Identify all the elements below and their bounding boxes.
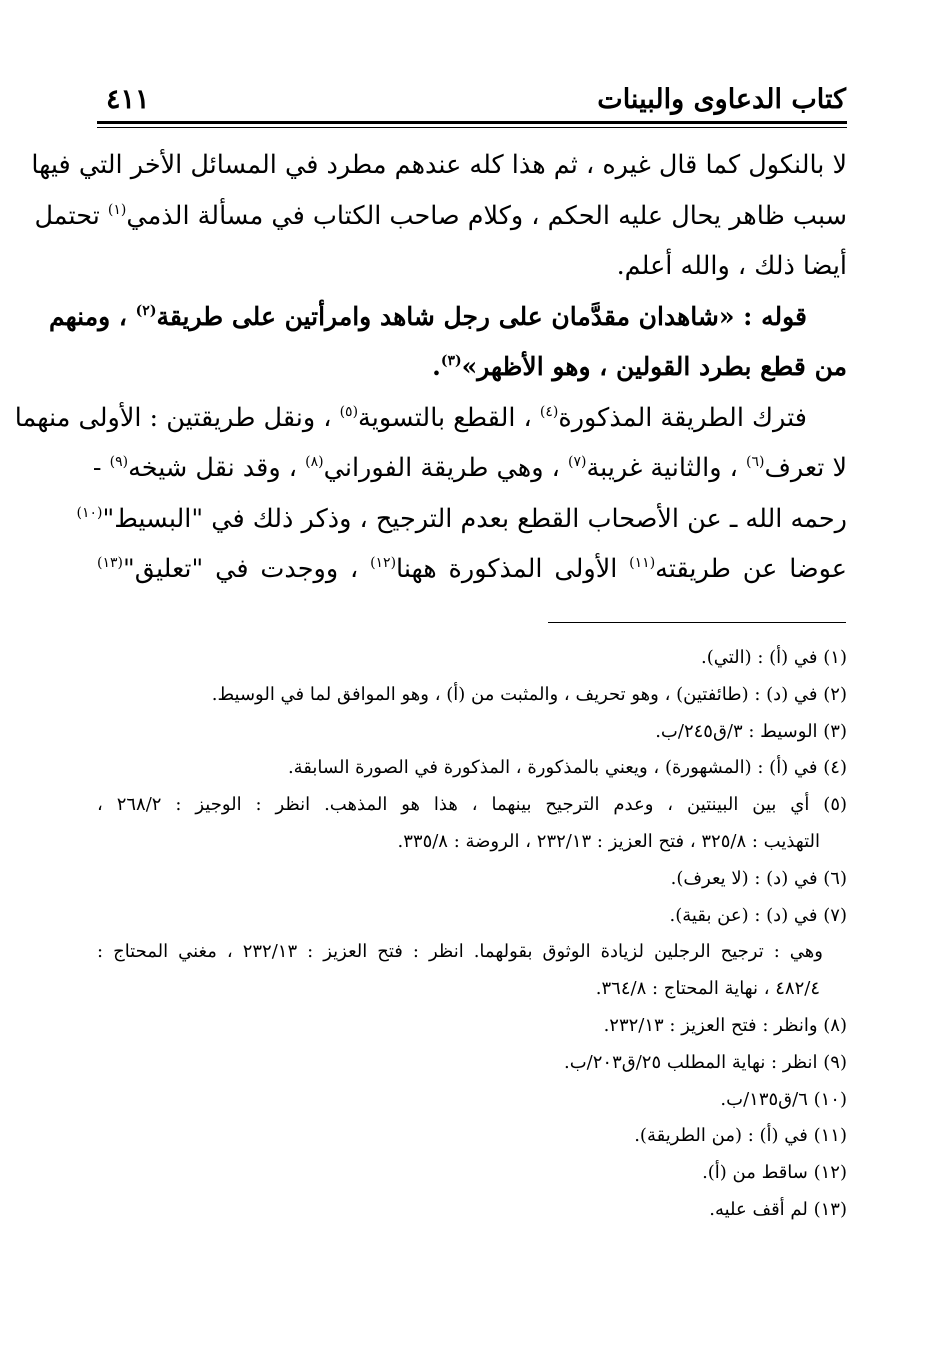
footnote: (١٠) ٦/ق١٣٥/ب.	[720, 1088, 847, 1110]
page-number: ٤١١	[106, 84, 150, 115]
footnote-continuation: ٤٨٢/٤ ، نهاية المحتاج : ٣٦٤/٨.	[595, 978, 820, 1000]
footnote-continuation: التهذيب : ٣٢٥/٨ ، فتح العزيز : ٢٣٢/١٣ ، الروضة : ٣٣٥/٨.	[397, 830, 820, 852]
footnote-ref: (٨)	[305, 454, 324, 470]
footnotes	[97, 640, 847, 1229]
quoted-line: قوله : «شاهدان مقدَّمان على رجل شاهد وامرأتين على طريقة$^{(٢)}$ ، ومنهم	[49, 301, 807, 331]
text-line: لا تعرف$^{(٦)}$ ، والثانية غريبة$^{(٧)}$ ، وهي طريقة الفوراني$^{(٨)}$ ، وقد نقل شيخه$^{(٩)}$ -	[92, 453, 847, 483]
footnote-ref: (١٠)	[76, 504, 103, 521]
main-text	[14, 140, 847, 595]
footnote-ref: (٩)	[109, 454, 129, 470]
footnote-ref: (٥)	[339, 403, 359, 420]
text-line: أيضا ذلك ، والله أعلم.	[616, 251, 847, 281]
running-header	[98, 84, 846, 124]
footnote: (٢) في (د) : (طائفتين) ، وهو تحريف ، والمثبت من (أ) ، وهو الموافق لما في الوسيط.	[211, 683, 847, 705]
text-line: فترك الطريقة المذكورة$^{(٤)}$ ، القطع بالتسوية$^{(٥)}$ ، ونقل طريقتين : الأولى منهما	[14, 402, 807, 433]
footnote: (١٢) ساقط من (أ).	[702, 1162, 847, 1184]
footnote: (٥) أي بين البينتين ، وعدم الترجيح بينهما ، هذا هو المذهب. انظر : الوجيز : ٢٦٨/٢ ،	[97, 794, 848, 816]
chapter-title: كتاب الدعاوى والبينات	[597, 84, 846, 115]
footnote-ref: (١٢)	[370, 555, 397, 571]
text-line: لا بالنكول كما قال غيره ، ثم هذا كله عندهم مطرد في المسائل الأخر التي فيها	[31, 150, 847, 180]
footnote-ref: (٤)	[539, 403, 559, 420]
header-rule-thick	[97, 121, 847, 124]
footnote: (٤) في (أ) : (المشهورة) ، ويعني بالمذكورة ، المذكورة في الصورة السابقة.	[287, 757, 847, 779]
header-rule-thin	[97, 127, 847, 128]
footnote: (٧) في (د) : (عن بقية).	[669, 904, 847, 926]
footnote: (٦) في (د) : (لا يعرف).	[670, 867, 847, 889]
footnote-ref: (٢)	[135, 302, 157, 319]
text-line: عوضا عن طريقته$^{(١١)}$ الأولى المذكورة ههنا$^{(١٢)}$ ، ووجدت في "تعليق"$^{(١٣)}$	[97, 554, 847, 584]
footnote: (٣) الوسيط : ٣/ق٢٤٥/ب.	[655, 720, 847, 742]
footnote-ref: (٦)	[745, 454, 765, 470]
footnote-ref: (١٣)	[97, 555, 123, 571]
footnote-continuation: وهي : ترجيح الرجلين لزيادة الوثوق بقولهما. انظر : فتح العزيز : ٢٣٢/١٣ ، مغني المحتاج :	[97, 941, 823, 963]
footnote-ref: (١١)	[629, 555, 656, 571]
footnote-ref: (٣)	[440, 353, 462, 369]
footnote: (١٣) لم أقف عليه.	[709, 1198, 847, 1220]
footnote-separator	[548, 622, 846, 623]
quoted-line: من قطع بطرد القولين ، وهو الأظهر»$^{(٣)}$.	[432, 352, 847, 381]
footnote: (٩) انظر : نهاية المطلب ٢٥/ق٢٠٣/ب.	[564, 1051, 847, 1073]
footnote: (١) في (أ) : (التي).	[700, 647, 847, 668]
footnote: (١١) في (أ) : (من الطريقة).	[634, 1125, 847, 1147]
footnote-ref: (١)	[107, 201, 127, 218]
text-line: سبب ظاهر يحال عليه الحكم ، وكلام صاحب الكتاب في مسألة الذمي$^{(١)}$ تحتمل	[34, 200, 847, 231]
text-line: رحمه الله ـ عن الأصحاب القطع بعدم الترجيح ، وذكر ذلك في "البسيط"$^{(١٠)}$	[76, 503, 847, 534]
footnote-ref: (٧)	[567, 454, 587, 470]
footnote: (٨) وانظر : فتح العزيز : ٢٣٢/١٣.	[603, 1014, 847, 1036]
